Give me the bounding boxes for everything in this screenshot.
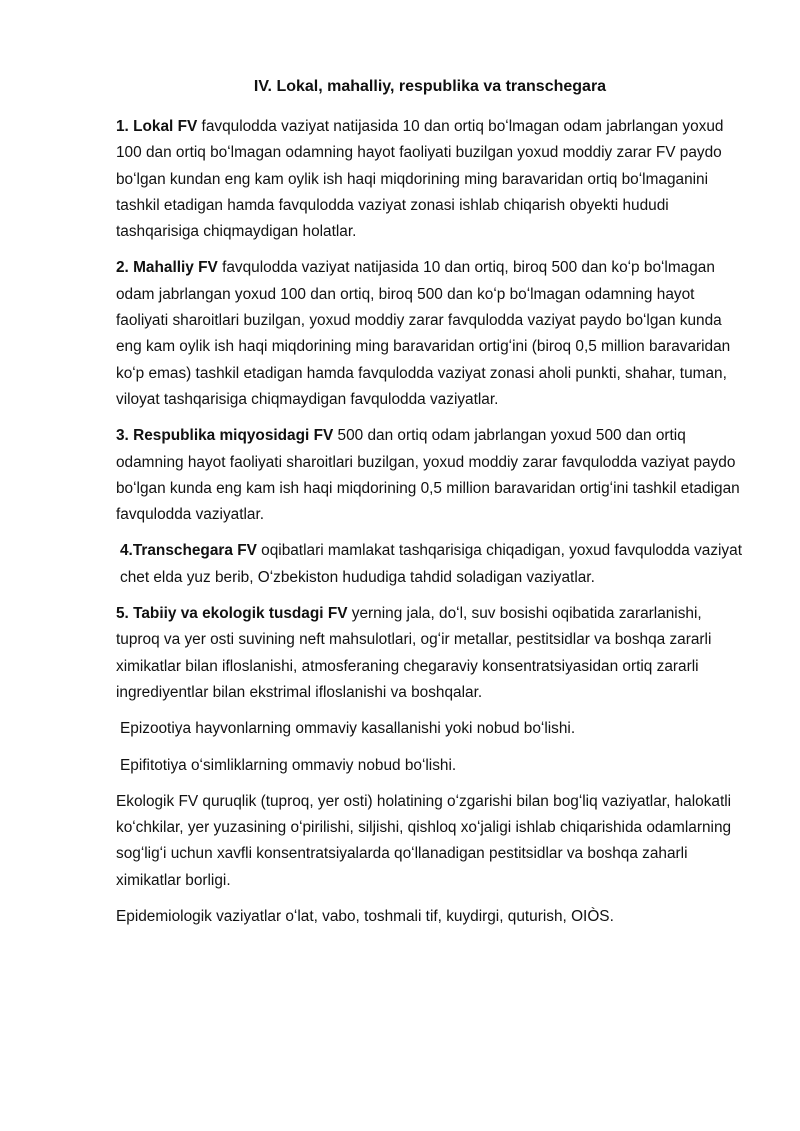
paragraph-epizootiya: Epizootiya hayvonlarning ommaviy kasallanishi yoki nobud boʻlishi. xyxy=(120,720,576,738)
paragraph-text: favqulodda vaziyat natijasida 10 dan ortiq boʻlmagan odam jabrlangan yoxud 100 dan ortiq boʻlmagan odamning hayot faoliyati buzilgan yoxud moddiy zarar FV paydo boʻlgan kundan eng kam oylik ish haqi miqdorining ming baravaridan ortiq boʻlmaganini tashkil etadigan hamda favqulodda vaziyat zonasi ishlab chiqarish obyekti hududi tashqarisiga chiqmaydigan holatlar. xyxy=(116,118,724,241)
paragraph-text: 500 dan ortiq odam jabrlangan yoxud 500 dan ortiq odamning hayot faoliyati sharoitlari buzilgan, yoxud moddiy zarar favqulodda vaziyat paydo boʻlgan kunda eng kam ish haqi miqdorining 0,5 million baravaridan ortigʻini tashkil etadigan favqulodda vaziyatlar. xyxy=(116,427,740,524)
paragraph-ekologik-fv: Ekologik FV quruqlik (tuproq, yer osti) holatining oʻzgarishi bilan bogʻliq vaziyatlar, halokatli koʻchkilar, yer yuzasining oʻpirilishi, siljishi, qishloq xoʻjaligi ishlab chiqarishida odamlarning sogʻligʻi uchun xavfli konsentratsiyalarda qoʻllanadigan pestitsidlar va boshqa zaharli ximikatlar borligi. xyxy=(116,792,732,889)
document-title: IV. Lokal, mahalliy, respublika va transchegara xyxy=(253,78,607,95)
paragraph-lokal-fv xyxy=(116,114,744,245)
term-tabiiy-ekologik-fv: 5. Tabiiy va ekologik tusdagi FV xyxy=(116,605,348,623)
paragraph-text: favqulodda vaziyat natijasida 10 dan ortiq, biroq 500 dan koʻp boʻlmagan odam jabrlangan yoxud 100 dan ortiq, biroq 500 dan koʻp boʻlmagan odamning hayot faoliyati sharoitlari buzilgan, yoxud moddiy zarar favqulodda vaziyat paydo boʻlgan kunda eng kam oylik ish haqi miqdorining ming baravaridan ortigʻini (biroq 0,5 million baravaridan koʻp emas) tashkil etadigan hamda favqulodda vaziyat zonasi aholi punkti, shahar, tuman, viloyat tashqarisiga chiqmaydigan favqulodda vaziyatlar. xyxy=(116,259,731,408)
term-lokal-fv: 1. Lokal FV xyxy=(116,118,198,135)
paragraph-epifitotiya: Epifitotiya oʻsimliklarning ommaviy nobud boʻlishi. xyxy=(120,756,457,774)
document-page xyxy=(116,76,744,940)
term-respublika-fv: 3. Respublika miqyosidagi FV xyxy=(116,427,334,445)
paragraph-respublika-fv xyxy=(116,423,744,528)
paragraph-text: oqibatlari mamlakat tashqarisiga chiqadigan, yoxud favqulodda vaziyat chet elda yuz berib, Oʻzbekiston hududiga tahdid soladigan vaziyatlar. xyxy=(120,542,742,586)
paragraph-text: yerning jala, doʻl, suv bosishi oqibatida zararlanishi, tuproq va yer osti suvining neft mahsulotlari, ogʻir metallar, pestitsidlar va boshqa zararli ximikatlar bilan ifloslanishi, atmosferaning chegaraviy konsentratsiyasidan ortiq zararli ingrediyentlar bilan ekstrimal ifloslanishi va boshqalar. xyxy=(116,605,712,701)
paragraph-transchegara-fv xyxy=(116,538,744,591)
paragraph-mahalliy-fv xyxy=(116,255,744,413)
paragraph-tabiiy-ekologik-fv xyxy=(116,601,744,706)
term-transchegara-fv: 4.Transchegara FV xyxy=(120,542,257,560)
term-mahalliy-fv: 2. Mahalliy FV xyxy=(116,259,218,277)
paragraph-epidemiologik: Epidemiologik vaziyatlar oʻlat, vabo, toshmali tif, kuydirgi, quturish, OIÒS. xyxy=(116,908,614,926)
